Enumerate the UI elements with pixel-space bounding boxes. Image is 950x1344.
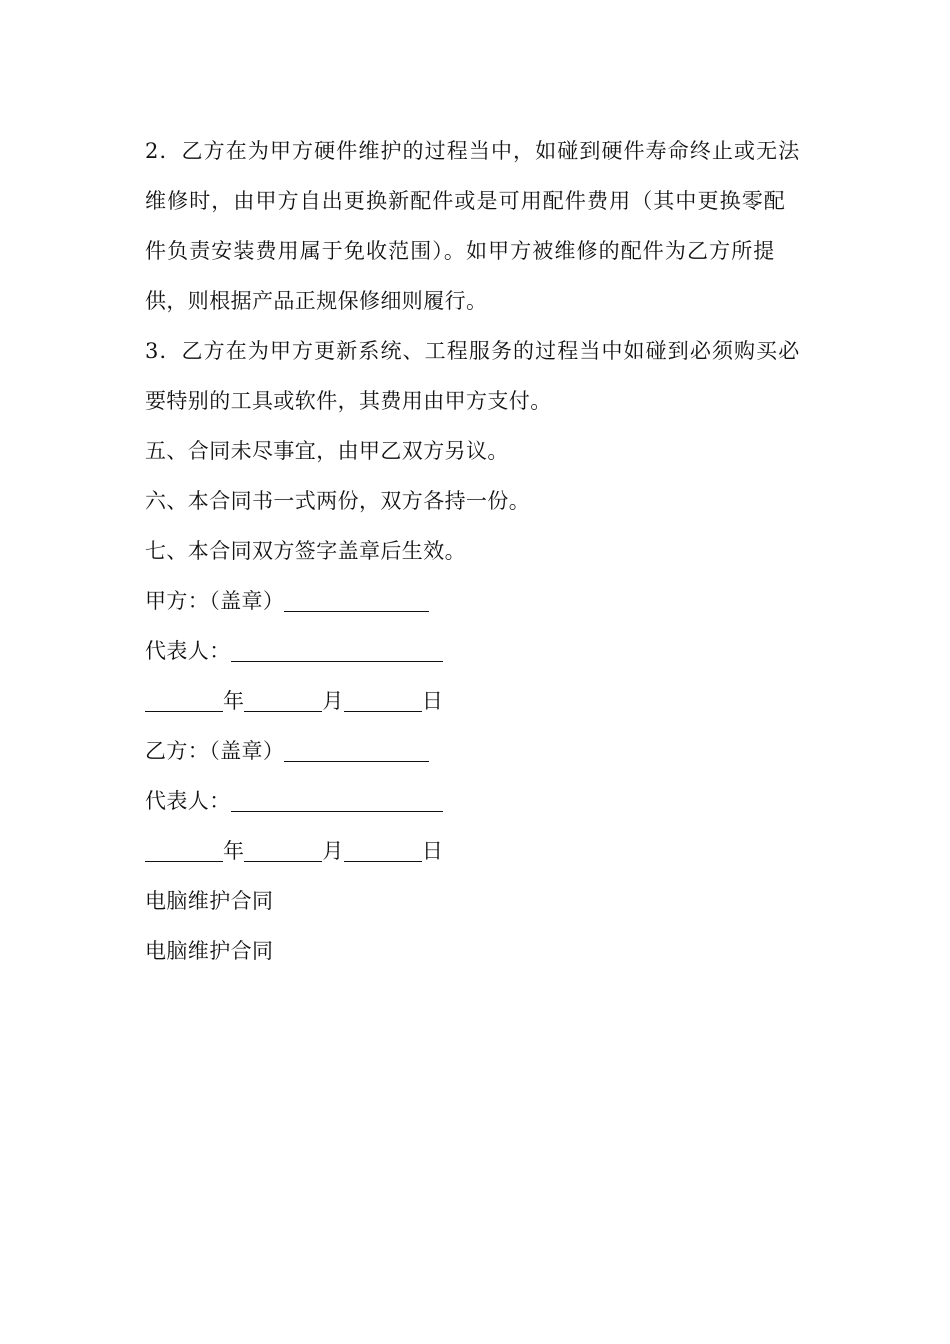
- party-a-day-blank[interactable]: [344, 687, 422, 712]
- party-a-seal-blank[interactable]: [284, 587, 429, 612]
- party-b-day-label: 日: [421, 839, 444, 863]
- clause-3-line-1: 3．乙方在为甲方更新系统、工程服务的过程当中如碰到必须购买必: [145, 339, 801, 363]
- party-a-day-label: 日: [421, 689, 444, 713]
- party-a-date-line: [145, 676, 805, 726]
- document-title-1: 电脑维护合同: [145, 889, 274, 913]
- article-6: 六、本合同书一式两份，双方各持一份。: [145, 489, 531, 513]
- party-b-year-blank[interactable]: [145, 837, 223, 862]
- party-a-year-label: 年: [223, 689, 245, 713]
- party-a-seal-line: [145, 576, 805, 626]
- party-b-month-label: 月: [322, 839, 344, 863]
- article-7: 七、本合同双方签字盖章后生效。: [145, 539, 466, 563]
- party-a-month-blank[interactable]: [244, 687, 322, 712]
- party-a-rep-label: 代表人：: [145, 639, 231, 663]
- party-b-rep-label: 代表人：: [145, 789, 231, 813]
- clause-2-line-3: 件负责安装费用属于免收范围）。如甲方被维修的配件为乙方所提: [145, 239, 776, 263]
- party-a-signature-block: [145, 576, 805, 726]
- clause-2: [145, 126, 805, 326]
- party-a-rep-line: [145, 626, 805, 676]
- party-b-day-blank[interactable]: [344, 837, 422, 862]
- clause-2-line-1: 2．乙方在为甲方硬件维护的过程当中，如碰到硬件寿命终止或无法: [145, 139, 801, 163]
- party-b-rep-line: [145, 776, 805, 826]
- party-b-year-label: 年: [223, 839, 245, 863]
- party-b-rep-blank[interactable]: [231, 787, 443, 812]
- party-b-seal-line: [145, 726, 805, 776]
- party-a-month-label: 月: [322, 689, 344, 713]
- party-b-signature-block: [145, 726, 805, 876]
- clause-2-line-4: 供，则根据产品正规保修细则履行。: [145, 289, 488, 313]
- contract-body: [145, 126, 805, 976]
- clause-3-line-2: 要特别的工具或软件，其费用由甲方支付。: [145, 389, 552, 413]
- party-b-month-blank[interactable]: [244, 837, 322, 862]
- party-a-label: 甲方：（盖章）: [145, 589, 285, 613]
- clause-2-line-2: 维修时，由甲方自出更换新配件或是可用配件费用（其中更换零配: [145, 189, 786, 213]
- clause-3: [145, 326, 805, 426]
- party-b-date-line: [145, 826, 805, 876]
- article-5: 五、合同未尽事宜，由甲乙双方另议。: [145, 439, 509, 463]
- party-b-label: 乙方：（盖章）: [145, 739, 285, 763]
- party-b-seal-blank[interactable]: [284, 737, 429, 762]
- document-title-2: 电脑维护合同: [145, 939, 274, 963]
- party-a-rep-blank[interactable]: [231, 637, 443, 662]
- party-a-year-blank[interactable]: [145, 687, 223, 712]
